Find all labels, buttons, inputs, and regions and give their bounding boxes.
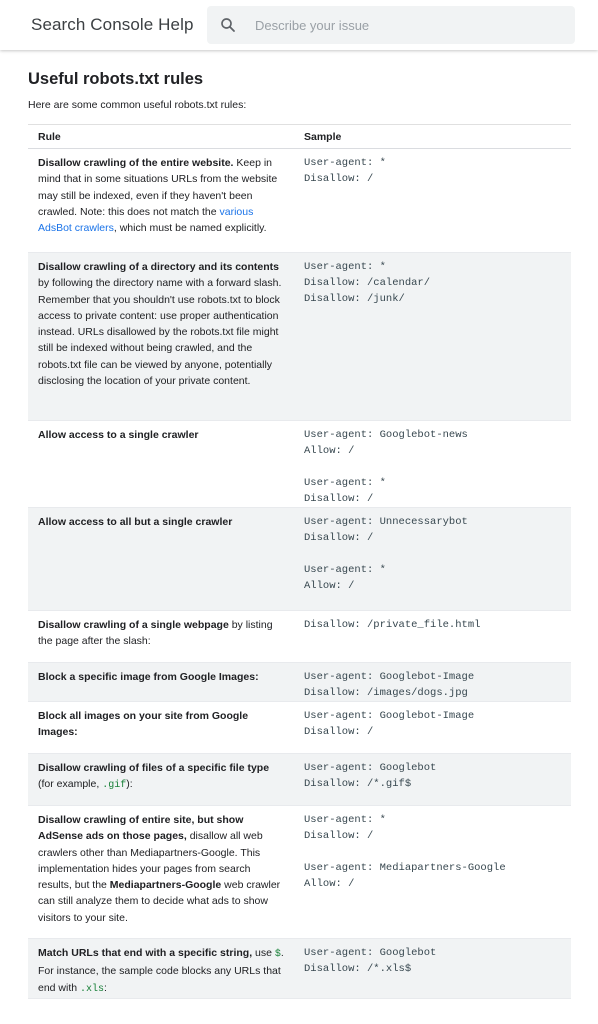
rule-title: Disallow crawling of files of a specific file type	[38, 762, 270, 774]
rule-text-end: , which must be named explicitly.	[113, 222, 267, 235]
rule-text-end: ):	[126, 778, 133, 791]
rule-sample-code: User-agent: Googlebot-Image Disallow: /	[294, 702, 571, 754]
table-row	[28, 754, 571, 806]
intro-text: Here are some common useful robots.txt rules:	[28, 99, 247, 111]
column-header-sample: Sample	[294, 125, 571, 149]
rule-title: Disallow crawling of entire site, but show AdSense ads on those pages,	[38, 814, 244, 843]
table-row	[28, 663, 571, 702]
rule-description	[28, 939, 294, 999]
search-input[interactable]	[255, 6, 555, 44]
rule-description	[28, 149, 294, 253]
rule-text-end: web crawler can still analyze them to decide what ads to show visitors to your site.	[38, 879, 281, 924]
rule-description	[28, 754, 294, 806]
inline-code: .gif	[102, 780, 127, 792]
table-row	[28, 702, 571, 754]
table-row	[28, 939, 571, 999]
rule-description	[28, 611, 294, 663]
main-content	[28, 70, 571, 995]
rule-description	[28, 253, 294, 421]
rule-title: Disallow crawling of a directory and its contents	[38, 261, 279, 273]
table-row	[28, 253, 571, 421]
page-title: Useful robots.txt rules	[28, 70, 204, 88]
rule-sample-code: User-agent: Googlebot Disallow: /*.gif$	[294, 754, 571, 806]
rule-sample-code: User-agent: Googlebot Disallow: /*.xls$	[294, 939, 571, 999]
table-row	[28, 611, 571, 663]
rule-text: by listing the page after the slash:	[38, 619, 273, 648]
search-box[interactable]	[207, 6, 575, 44]
rule-title: Block all images on your site from Google Images:	[38, 710, 249, 739]
table-row	[28, 806, 571, 939]
inline-code: .xls	[80, 983, 105, 995]
rule-sample-code: User-agent: Googlebot-news Allow: / User-agent: * Disallow: /	[294, 421, 571, 508]
rule-title: Disallow crawling of a single webpage	[38, 619, 229, 631]
column-header-rule: Rule	[28, 125, 294, 149]
rule-description	[28, 421, 294, 508]
rule-description	[28, 702, 294, 754]
rule-bold-inline: Mediapartners-Google	[109, 879, 222, 892]
rule-text-mid: . For instance, the sample code blocks any URLs that end with	[38, 947, 284, 994]
rule-title: Disallow crawling of the entire website.	[38, 157, 234, 169]
rules-table	[28, 124, 571, 999]
rule-text: Keep in mind that in some situations URLs from the website may still be indexed, even if they haven't been crawled. Note: this does not match the	[38, 157, 278, 218]
rule-sample-code: Disallow: /private_file.html	[294, 611, 571, 663]
rule-title: Block a specific image from Google Images:	[38, 671, 259, 683]
rule-text: use	[252, 947, 275, 959]
rule-sample-code: User-agent: * Disallow: / User-agent: Mediapartners-Google Allow: /	[294, 806, 571, 939]
adsbot-crawlers-link[interactable]: various AdsBot crawlers	[38, 205, 254, 235]
search-icon[interactable]	[219, 16, 237, 34]
rule-sample-code: User-agent: Unnecessarybot Disallow: / User-agent: * Allow: /	[294, 508, 571, 611]
rule-title: Match URLs that end with a specific string,	[38, 947, 253, 959]
rule-sample-code: User-agent: Googlebot-Image Disallow: /images/dogs.jpg	[294, 663, 571, 702]
top-header	[0, 0, 598, 50]
rule-text: disallow all web crawlers other than Mediapartners-Google. This implementation hides your pages from search results, but the	[38, 830, 263, 892]
rule-text: by following the directory name with a forward slash. Remember that you shouldn't use robots.txt to block access to private content: use proper authentication instead. URLs disallowed by the robots.txt file might still be indexed without being crawled, and the robots.txt file can be viewed by anyone, potentially disclosing the location of your private content.	[38, 277, 282, 388]
rule-sample-code: User-agent: * Disallow: /calendar/ Disallow: /junk/	[294, 253, 571, 421]
rule-sample-code: User-agent: * Disallow: /	[294, 149, 571, 253]
inline-code: $	[274, 949, 281, 960]
rule-description	[28, 508, 294, 611]
table-row	[28, 508, 571, 611]
rule-description	[28, 663, 294, 702]
rule-text: (for example,	[38, 778, 103, 791]
rule-description	[28, 806, 294, 939]
table-row	[28, 149, 571, 253]
rule-title: Allow access to all but a single crawler	[38, 516, 233, 528]
table-row	[28, 421, 571, 508]
site-title[interactable]: Search Console Help	[31, 15, 194, 34]
table-header-row	[28, 125, 571, 149]
rule-title: Allow access to a single crawler	[38, 429, 199, 441]
rule-text-end: :	[104, 981, 107, 994]
